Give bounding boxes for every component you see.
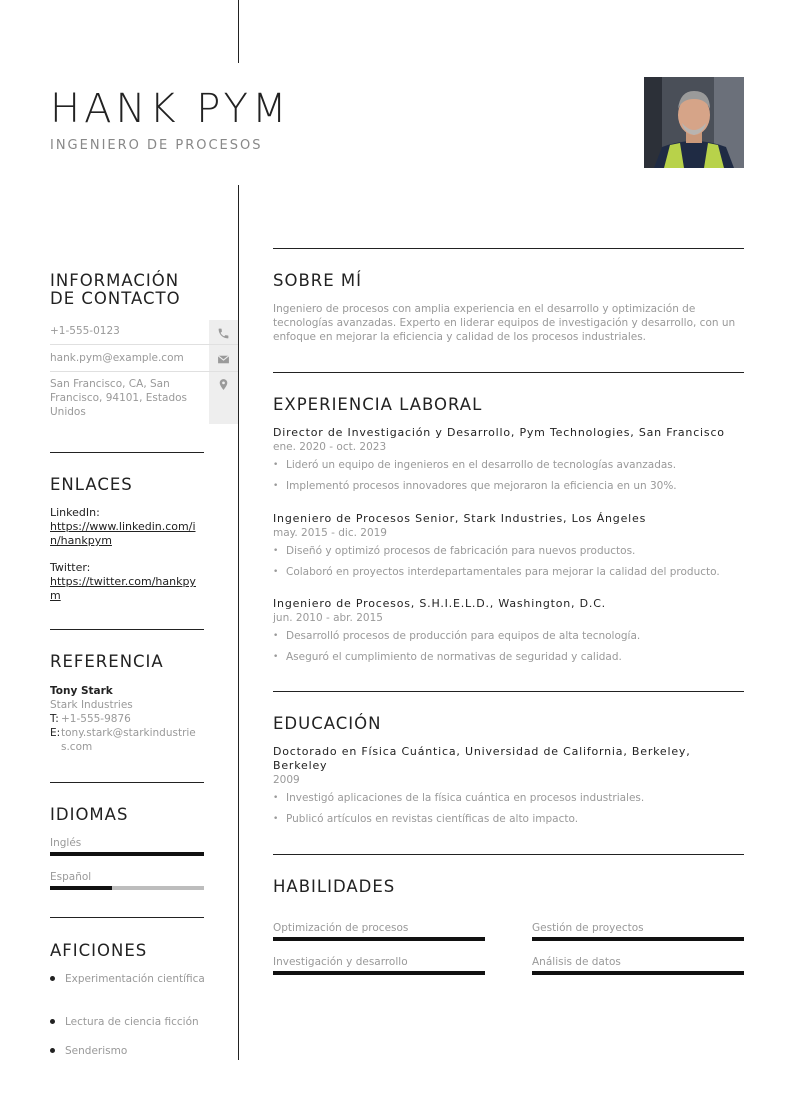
job-dates: may. 2015 - dic. 2019	[273, 527, 387, 539]
language-bar-1	[50, 852, 204, 856]
contact-address-row	[50, 377, 195, 419]
profile-photo	[644, 77, 744, 168]
twitter-link[interactable]: https://twitter.com/hankpym	[50, 575, 196, 602]
skill-label: Análisis de datos	[532, 956, 621, 968]
sidebar-divider-1	[50, 452, 204, 453]
contact-title-line2: DE CONTACTO	[50, 289, 181, 308]
skill-bar	[273, 971, 485, 975]
location-icon	[217, 378, 230, 391]
education-bullet: • Investigó aplicaciones de la física cuántica en procesos industriales.	[273, 791, 713, 805]
bullet-dot	[50, 976, 55, 981]
twitter-label: Twitter:	[50, 561, 91, 574]
top-vertical-rule	[238, 0, 239, 63]
language-name-1: Inglés	[50, 837, 82, 849]
reference-email[interactable]: tony.stark@starkindustries.com	[61, 727, 196, 753]
education-entry	[273, 745, 713, 826]
hobby-item	[50, 1044, 205, 1058]
job-title: Ingeniero de Procesos Senior, Stark Industries, Los Ángeles	[273, 512, 647, 525]
reference-company: Stark Industries	[50, 699, 133, 711]
column-divider	[238, 185, 239, 1060]
contact-phone-row	[50, 324, 238, 345]
contact-title-line1: INFORMACIÓN	[50, 271, 180, 290]
skill-bar	[273, 937, 485, 941]
reference-email-row	[50, 726, 205, 754]
contact-phone[interactable]: +1-555-0123	[50, 325, 120, 337]
job-title: Ingeniero de Procesos, S.H.I.E.L.D., Washington, D.C.	[273, 597, 606, 610]
main-divider-education	[273, 691, 744, 692]
hobby-text: Senderismo	[65, 1045, 128, 1057]
candidate-name: HANK PYM	[50, 86, 291, 132]
links-title: ENLACES	[50, 475, 133, 494]
education-title: EDUCACIÓN	[273, 714, 382, 733]
reference-phone-label: T:	[50, 713, 59, 725]
job-bullet: • Aseguró el cumplimiento de normativas de seguridad y calidad.	[273, 650, 744, 664]
hobby-item	[50, 1015, 205, 1029]
main-divider-about	[273, 248, 744, 249]
job-bullet: • Diseñó y optimizó procesos de fabricación para nuevos productos.	[273, 544, 744, 558]
sidebar-divider-2	[50, 629, 204, 630]
hobby-text: Experimentación científica	[65, 973, 205, 985]
contact-email[interactable]: hank.pym@example.com	[50, 352, 184, 364]
hobby-text: Lectura de ciencia ficción	[65, 1016, 199, 1028]
job-bullet: • Desarrolló procesos de producción para equipos de alta tecnología.	[273, 629, 744, 643]
job-dates: ene. 2020 - oct. 2023	[273, 441, 387, 453]
education-bullet: • Publicó artículos en revistas científicas de alto impacto.	[273, 812, 713, 826]
language-name-2: Español	[50, 871, 92, 883]
reference-block	[50, 684, 205, 754]
about-text: Ingeniero de procesos con amplia experiencia en el desarrollo y optimización de tecnologías avanzadas. Experto en liderar equipos de investigación y desarrollo, con un enfoque en mejorar la eficiencia y calidad de los procesos industriales.	[273, 303, 736, 343]
bullet-dot	[50, 1019, 55, 1024]
sidebar-divider-4	[50, 917, 204, 918]
reference-title: REFERENCIA	[50, 652, 164, 671]
bullet-dot	[50, 1048, 55, 1053]
skills-title: HABILIDADES	[273, 877, 396, 896]
job-bullet: • Colaboró en proyectos interdepartamentales para mejorar la calidad del producto.	[273, 565, 744, 579]
candidate-role: INGENIERO DE PROCESOS	[50, 138, 263, 153]
contact-address: San Francisco, CA, San Francisco, 94101, Estados Unidos	[50, 378, 188, 418]
hobbies-title: AFICIONES	[50, 941, 148, 960]
job-entry	[273, 426, 744, 493]
main-divider-experience	[273, 372, 744, 373]
job-entry	[273, 597, 744, 664]
main-divider-skills	[273, 854, 744, 855]
skill-bar	[532, 937, 744, 941]
reference-phone[interactable]: +1-555-9876	[61, 713, 131, 725]
linkedin-label: LinkedIn:	[50, 506, 100, 519]
links-list	[50, 506, 200, 603]
about-title: SOBRE MÍ	[273, 271, 363, 290]
job-bullet: • Implementó procesos innovadores que mejoraron la eficiencia en un 30%.	[273, 479, 744, 493]
languages-title: IDIOMAS	[50, 805, 129, 824]
skill-label: Gestión de proyectos	[532, 922, 644, 934]
education-degree: Doctorado en Física Cuántica, Universidad de California, Berkeley, Berkeley	[273, 745, 691, 772]
job-entry	[273, 512, 744, 579]
skill-label: Optimización de procesos	[273, 922, 409, 934]
sidebar-divider-3	[50, 782, 204, 783]
reference-phone-row	[50, 712, 205, 726]
reference-email-label: E:	[50, 727, 61, 739]
contact-email-row	[50, 351, 238, 372]
reference-name: Tony Stark	[50, 685, 113, 697]
job-bullet: • Lideró un equipo de ingenieros en el desarrollo de tecnologías avanzadas.	[273, 458, 744, 472]
contact-title	[50, 272, 181, 308]
hobby-item	[50, 972, 205, 986]
job-dates: jun. 2010 - abr. 2015	[273, 612, 383, 624]
skill-label: Investigación y desarrollo	[273, 956, 408, 968]
linkedin-link[interactable]: https://www.linkedin.com/in/hankpym	[50, 520, 196, 547]
education-year: 2009	[273, 774, 300, 786]
skill-bar	[532, 971, 744, 975]
experience-title: EXPERIENCIA LABORAL	[273, 395, 483, 414]
job-title: Director de Investigación y Desarrollo, Pym Technologies, San Francisco	[273, 426, 725, 439]
language-bar-2	[50, 886, 112, 890]
